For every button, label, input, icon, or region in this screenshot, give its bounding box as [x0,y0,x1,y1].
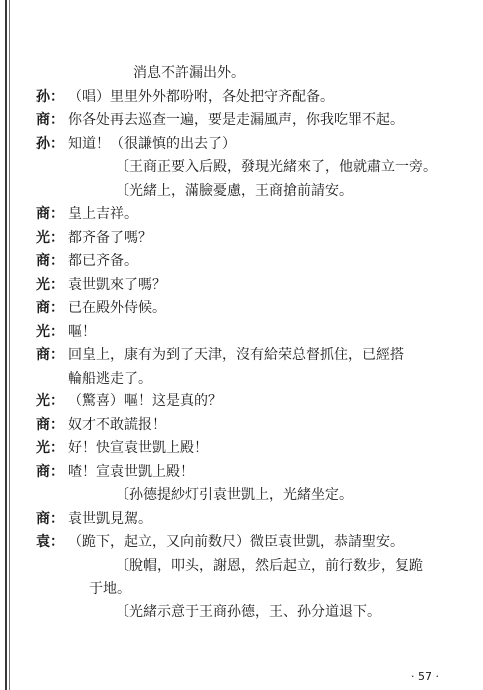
script-line [0,555,483,601]
script-line [0,156,483,180]
speaker-label: 光： [36,276,64,293]
dialogue-text: 喳！宣袁世凱上殿！ [68,463,194,480]
dialogue-text: 好！快宣袁世凱上殿！ [68,440,208,456]
stage-direction-line: 于地。 [89,580,131,597]
script-line [0,531,483,555]
dialogue-text: 袁世凱來了嗎？ [68,276,166,293]
dialogue-text: （唱）里里外外都吩咐，各处把守齐配备。 [68,88,334,105]
speaker-label: 商： [36,463,64,480]
stage-direction-line: 〔脫帽，叩头，謝恩，然后起立，前行数步，复跪 [115,557,423,574]
script-line [0,62,483,86]
dialogue-text: 袁世凱見駕。 [68,510,152,527]
dialogue-text: 嘔！ [68,323,96,340]
speaker-label: 光： [36,440,64,456]
speaker-label: 光： [36,229,64,246]
script-line [0,508,483,532]
dialogue-text [68,344,468,391]
speaker-label: 光： [36,393,64,409]
dialogue-text: 都已齐备。 [68,253,138,269]
speaker-label: 商： [36,206,64,222]
stage-direction: 〔孙德提紗灯引袁世凱上，光緒坐定。 [115,487,353,503]
dialogue-text-line: 輪船逃走了。 [68,370,152,387]
script-line [0,227,483,251]
script-line [0,297,483,321]
dialogue-text: （驚喜）嘔！这是真的？ [68,393,222,409]
speaker-label: 商： [36,510,64,527]
script-line [0,414,483,438]
speaker-label: 孙： [36,88,64,105]
dialogue-text: 你各处再去巡查一遍，要是走漏風声，你我吃罪不起。 [68,112,404,128]
script-line [0,321,483,345]
script-line [0,109,483,133]
page-number: · 57 · [411,670,439,683]
speaker-label: 商： [36,347,64,363]
stage-direction: 〔光緒示意于王商孙德，王、孙分道退下。 [115,603,381,620]
script-page [0,62,483,624]
script-line [0,390,483,414]
stage-direction: 〔光緒上，滿臉憂慮，王商搶前請安。 [115,182,353,199]
dialogue-text: 已在殿外侍候。 [68,300,166,316]
speaker-label: 孙： [36,135,64,152]
dialogue-text: 知道！（很謙慎的出去了） [68,135,236,152]
script-line [0,461,483,485]
stage-direction [89,555,470,601]
speaker-label: 袁： [36,534,64,550]
script-line [0,344,483,390]
dialogue-text: 皇上吉祥。 [68,206,138,222]
script-line [0,203,483,227]
continuation-text: 消息不許漏出外。 [133,65,245,81]
script-line [0,180,483,204]
speaker-label: 商： [36,300,64,316]
dialogue-text: 都齐备了嗎？ [68,229,152,246]
script-line [0,484,483,508]
speaker-label: 商： [36,112,64,128]
script-line [0,601,483,625]
speaker-label: 商： [36,416,64,433]
script-line [0,86,483,110]
speaker-label: 光： [36,323,64,340]
script-line [0,437,483,461]
script-line [0,250,483,274]
script-line [0,133,483,157]
dialogue-text: 奴才不敢謊报！ [68,416,166,433]
dialogue-text: （跪下，起立，又向前数尺）微臣袁世凱，恭請聖安。 [68,534,404,550]
speaker-label: 商： [36,253,64,269]
stage-direction: 〔王商正要入后殿，發現光緒來了，他就肅立一旁。 [115,159,437,175]
dialogue-text-line: 回皇上，康有为到了天津，沒有給荣总督抓住，已經搭 [68,347,404,363]
script-line [0,274,483,298]
